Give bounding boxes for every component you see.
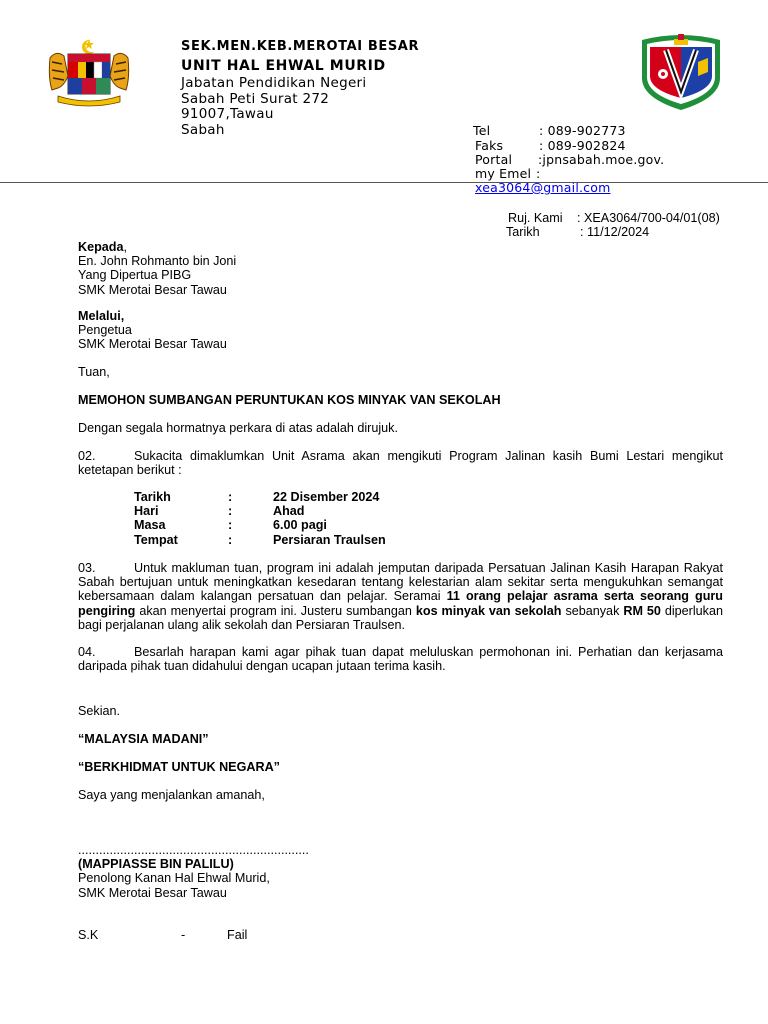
detail-sep: : xyxy=(228,518,233,533)
paragraph-text: Sukacita dimaklumkan Unit Asrama akan mengikuti Program Jalinan kasih Bumi Lestari mengikut ketetapan berikut : xyxy=(78,449,723,478)
ref-label: Ruj. Kami xyxy=(508,211,563,225)
cc-label: S.K xyxy=(78,928,99,942)
date-value: : 11/12/2024 xyxy=(580,225,650,239)
paragraph-number: 04. xyxy=(78,645,96,659)
cc-line xyxy=(78,928,247,942)
ref-value: : XEA3064/700-04/01(08) xyxy=(577,211,720,225)
paragraph-bold-text: 11 orang pelajar asrama serta seorang guru pengiring xyxy=(78,589,723,618)
paragraph-bold-text: RM 50 xyxy=(623,603,661,618)
recipient-line: Yang Dipertua PIBG xyxy=(78,268,192,283)
letter-subject: MEMOHON SUMBANGAN PERUNTUKAN KOS MINYAK VAN SEKOLAH xyxy=(78,393,501,407)
paragraph-bold-text: kos minyak van sekolah xyxy=(415,603,562,618)
contact-tel xyxy=(473,123,626,138)
salutation: Tuan, xyxy=(78,365,110,379)
contact-email xyxy=(475,166,540,181)
paragraph-03 xyxy=(78,561,723,632)
paragraph-04 xyxy=(78,645,723,673)
detail-label: Tarikh xyxy=(134,490,171,504)
paragraph-text: Untuk makluman tuan, program ini adalah jemputan daripada Persatuan Jalinan Kasih Harapan Rakyat Sabah bertujuan untuk meningkatkan kesedaran tentang kelestarian alam sekitar serta mengukuhkan semangat kebersamaan dalam kalangan persatuan dan pelajar. Seramai xyxy=(78,561,723,604)
date-label: Tarikh xyxy=(506,225,540,239)
contact-portal xyxy=(475,152,664,167)
detail-row xyxy=(134,504,386,518)
via-block xyxy=(78,309,227,352)
detail-label: Tempat xyxy=(134,532,178,547)
detail-label: Hari xyxy=(134,504,159,519)
signatory-title: Penolong Kanan Hal Ehwal Murid, xyxy=(78,871,270,886)
address-line: Sabah Peti Surat 272 xyxy=(181,90,330,107)
signatory-org: SMK Merotai Besar Tawau xyxy=(78,885,227,900)
fax-value: : 089-902824 xyxy=(539,138,626,153)
tel-label: Tel xyxy=(473,123,491,138)
signature-line: .................................................................. xyxy=(78,843,309,857)
closing-sekian: Sekian. xyxy=(78,704,121,718)
cc-value: Fail xyxy=(227,928,248,942)
school-crest-icon xyxy=(636,32,726,112)
coat-of-arms-icon xyxy=(44,38,134,108)
contact-fax xyxy=(475,138,626,153)
closing-motto-1: “MALAYSIA MADANI” xyxy=(78,732,209,746)
portal-label: Portal xyxy=(475,152,513,167)
paragraph-text: Besarlah harapan kami agar pihak tuan dapat meluluskan permohonan ini. Perhatian dan kerjasama daripada pihak tuan didahului dengan ucapan jutaan terima kasih. xyxy=(78,645,723,674)
reference-date xyxy=(506,225,649,239)
detail-sep: : xyxy=(228,490,233,504)
cc-dash: - xyxy=(181,928,186,942)
via-line: Pengetua xyxy=(78,323,132,338)
address-line: 91007,Tawau xyxy=(181,106,274,122)
via-line: SMK Merotai Besar Tawau xyxy=(78,337,227,352)
signature-block xyxy=(78,843,309,900)
address-line: Sabah xyxy=(181,121,225,138)
recipient-line: SMK Merotai Besar Tawau xyxy=(78,282,227,297)
detail-sep: : xyxy=(228,504,233,519)
event-details xyxy=(134,490,386,547)
email-link[interactable]: xea3064@gmail.com xyxy=(475,180,611,195)
opening-line: Dengan segala hormatnya perkara di atas adalah dirujuk. xyxy=(78,421,398,435)
paragraph-02 xyxy=(78,449,723,477)
detail-label: Masa xyxy=(134,518,166,533)
closing-motto-2: “BERKHIDMAT UNTUK NEGARA” xyxy=(78,760,280,774)
fax-label: Faks xyxy=(475,138,504,153)
detail-row xyxy=(134,533,386,547)
address-line: Jabatan Pendidikan Negeri xyxy=(181,75,367,91)
detail-value: Ahad xyxy=(273,504,305,519)
paragraph-text: diperlukan bagi perjalanan ulang alik sekolah dan Persiaran Traulsen. xyxy=(78,603,723,632)
recipient-line: En. John Rohmanto bin Joni xyxy=(78,254,237,269)
recipient-heading-comma: , xyxy=(123,240,127,254)
coat-of-arms-logo xyxy=(44,38,134,108)
detail-row xyxy=(134,490,386,504)
detail-value: 22 Disember 2024 xyxy=(273,490,380,504)
header-divider xyxy=(0,182,768,183)
detail-sep: : xyxy=(228,532,233,547)
email-value: : xyxy=(536,166,541,181)
paragraph-number: 02. xyxy=(78,449,96,463)
portal-value: :jpnsabah.moe.gov. xyxy=(538,152,665,167)
unit-name: UNIT HAL EHWAL MURID xyxy=(181,58,386,74)
paragraph-text: akan menyertai program ini. Justeru sumbangan xyxy=(135,603,416,618)
detail-value: 6.00 pagi xyxy=(273,518,327,533)
recipient-block xyxy=(78,240,236,297)
school-name: SEK.MEN.KEB.MEROTAI BESAR xyxy=(181,39,420,54)
signatory-name: (MAPPIASSE BIN PALILU) xyxy=(78,857,234,872)
school-crest-logo xyxy=(636,32,726,112)
paragraph-number: 03. xyxy=(78,561,96,575)
closing-trust: Saya yang menjalankan amanah, xyxy=(78,788,265,802)
via-heading: Melalui, xyxy=(78,309,125,323)
school-address xyxy=(181,76,366,138)
email-label: my Emel xyxy=(475,166,532,181)
detail-row xyxy=(134,518,386,532)
detail-value: Persiaran Traulsen xyxy=(273,532,386,547)
tel-value: : 089-902773 xyxy=(539,123,626,138)
reference-number xyxy=(508,211,720,225)
recipient-heading: Kepada xyxy=(78,240,124,254)
paragraph-text: sebanyak xyxy=(561,603,624,618)
